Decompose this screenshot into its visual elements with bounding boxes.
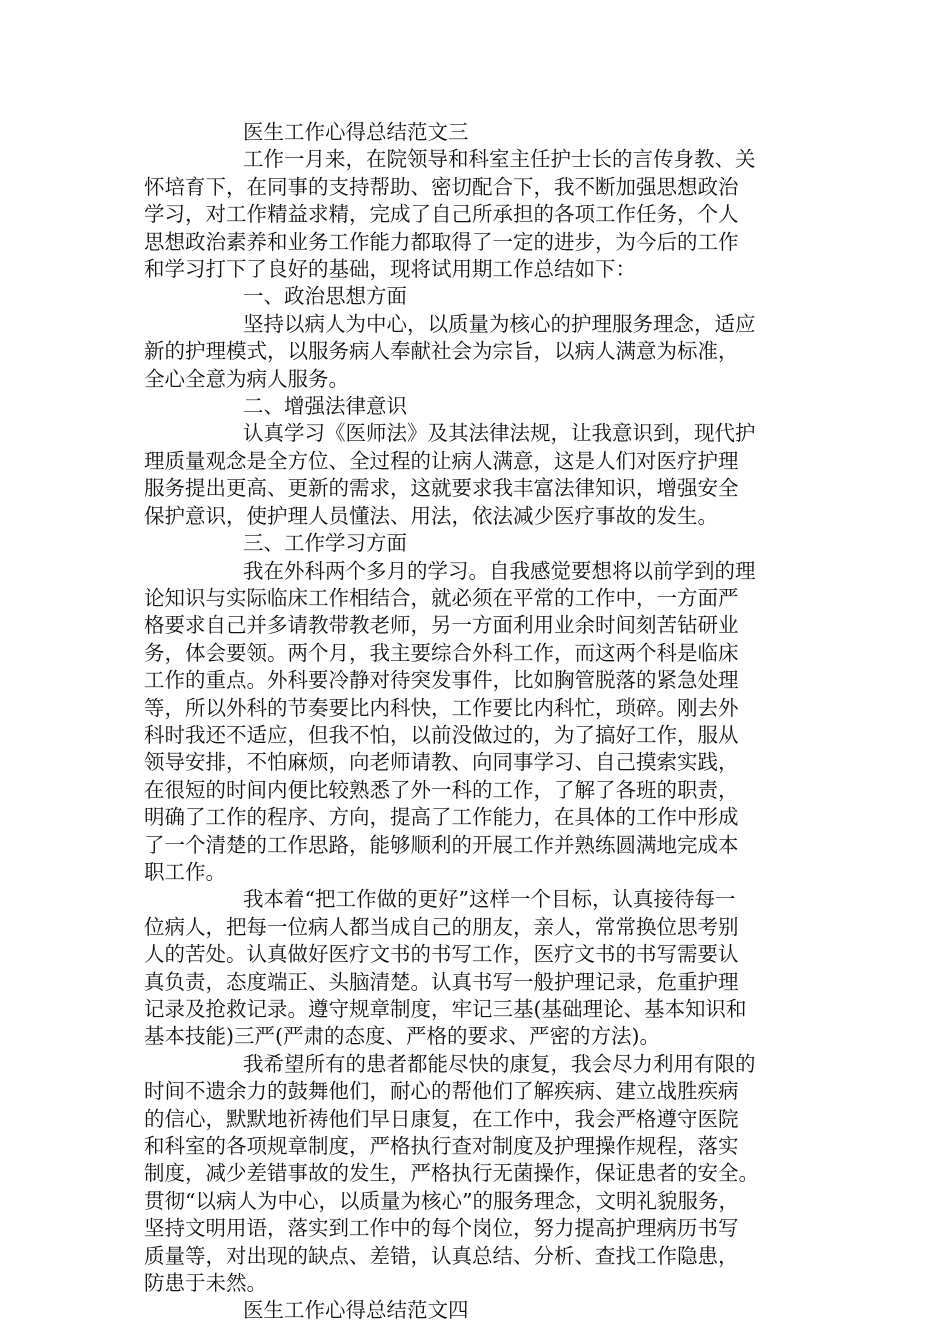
text-line: 等，所以外科的节奏要比内科快，工作要比内科忙，琐碎。刚去外	[144, 695, 739, 720]
heading-legal-awareness: 二、增强法律意识	[243, 394, 407, 419]
text-line: 格要求自己并多请教带教老师，另一方面利用业余时间刻苦钻研业	[144, 613, 739, 638]
text-line: 学习，对工作精益求精，完成了自己所承担的各项工作任务，个人	[144, 202, 739, 227]
text-line: 基本技能)三严(严肃的态度、严格的要求、严密的方法)。	[144, 1024, 660, 1049]
text-line: 贯彻“以病人为中心，以质量为核心”的服务理念，文明礼貌服务，	[144, 1188, 739, 1213]
text-line: 时间不遗余力的鼓舞他们，耐心的帮他们了解疾病、建立战胜疾病	[144, 1079, 739, 1104]
text-line: 全心全意为病人服务。	[144, 366, 349, 391]
text-line: 思想政治素养和业务工作能力都取得了一定的进步，为今后的工作	[144, 229, 739, 254]
text-line: 和学习打下了良好的基础，现将试用期工作总结如下：	[144, 257, 636, 282]
section-title-3: 医生工作心得总结范文三	[243, 120, 469, 144]
political-thought-paragraph	[144, 311, 806, 393]
text-line: 我在外科两个多月的学习。自我感觉要想将以前学到的理	[243, 558, 756, 583]
text-line: 防患于未然。	[144, 1271, 267, 1296]
text-line: 领导安排，不怕麻烦，向老师请教、向同事学习、自己摸索实践，	[144, 750, 739, 775]
text-line: 职工作。	[144, 859, 226, 884]
text-line: 记录及抢救记录。遵守规章制度，牢记三基(基础理论、基本知识和	[144, 997, 747, 1021]
section-title-4: 医生工作心得总结范文四	[243, 1298, 469, 1323]
text-line: 工作的重点。外科要冷静对待突发事件，比如胸管脱落的紧急处理	[144, 668, 739, 693]
text-line: 论知识与实际临床工作相结合，就必须在平常的工作中，一方面严	[144, 585, 739, 610]
text-line: 理质量观念是全方位、全过程的让病人满意，这是人们对医疗护理	[144, 448, 739, 473]
recovery-hope-paragraph	[144, 1051, 806, 1298]
text-line: 新的护理模式，以服务病人奉献社会为宗旨，以病人满意为标准，	[144, 339, 739, 364]
text-line: 在很短的时间内便比较熟悉了外一科的工作，了解了各班的职责，	[144, 777, 739, 802]
text-line: 质量等，对出现的缺点、差错，认真总结、分析、查找工作隐患，	[144, 1243, 739, 1268]
text-line: 工作一月来，在院领导和科室主任护士长的言传身教、关	[243, 147, 756, 172]
text-line: 我本着“把工作做的更好”这样一个目标，认真接待每一	[243, 887, 736, 912]
text-line: 坚持以病人为中心，以质量为核心的护理服务理念，适应	[243, 311, 756, 336]
text-line: 科时我还不适应，但我不怕，以前没做过的，为了搞好工作，服从	[144, 722, 739, 747]
text-line: 的信心，默默地祈祷他们早日康复，在工作中，我会严格遵守医院	[144, 1106, 739, 1131]
text-line: 认真学习《医师法》及其法律法规，让我意识到，现代护	[243, 421, 756, 446]
text-line: 我希望所有的患者都能尽快的康复，我会尽力利用有限的	[243, 1051, 756, 1076]
text-line: 坚持文明用语，落实到工作中的每个岗位，努力提高护理病历书写	[144, 1216, 739, 1241]
text-line: 保护意识，使护理人员懂法、用法，依法减少医疗事故的发生。	[144, 503, 718, 528]
text-line: 明确了工作的程序、方向，提高了工作能力，在具体的工作中形成	[144, 805, 739, 830]
intro-paragraph	[144, 146, 806, 283]
text-line: 和科室的各项规章制度，严格执行查对制度及护理操作规程，落实	[144, 1134, 739, 1159]
legal-awareness-paragraph	[144, 420, 806, 530]
patient-care-paragraph	[144, 886, 806, 1050]
text-line: 怀培育下，在同事的支持帮助、密切配合下，我不断加强思想政治	[144, 174, 739, 199]
heading-work-study: 三、工作学习方面	[243, 531, 407, 556]
text-line: 真负责，态度端正、头脑清楚。认真书写一般护理记录，危重护理	[144, 969, 739, 994]
work-study-paragraph	[144, 558, 806, 887]
document-body	[144, 119, 806, 1325]
text-line: 位病人，把每一位病人都当成自己的朋友，亲人，常常换位思考别	[144, 914, 739, 939]
text-line: 制度，减少差错事故的发生，严格执行无菌操作，保证患者的安全。	[144, 1161, 759, 1186]
text-line: 了一个清楚的工作思路，能够顺利的开展工作并熟练圆满地完成本	[144, 832, 739, 857]
text-line: 务，体会要领。两个月，我主要综合外科工作，而这两个科是临床	[144, 640, 739, 665]
heading-political-thought: 一、政治思想方面	[243, 284, 407, 309]
text-line: 服务提出更高、更新的需求，这就要求我丰富法律知识，增强安全	[144, 476, 739, 501]
text-line: 人的苦处。认真做好医疗文书的书写工作，医疗文书的书写需要认	[144, 942, 739, 967]
